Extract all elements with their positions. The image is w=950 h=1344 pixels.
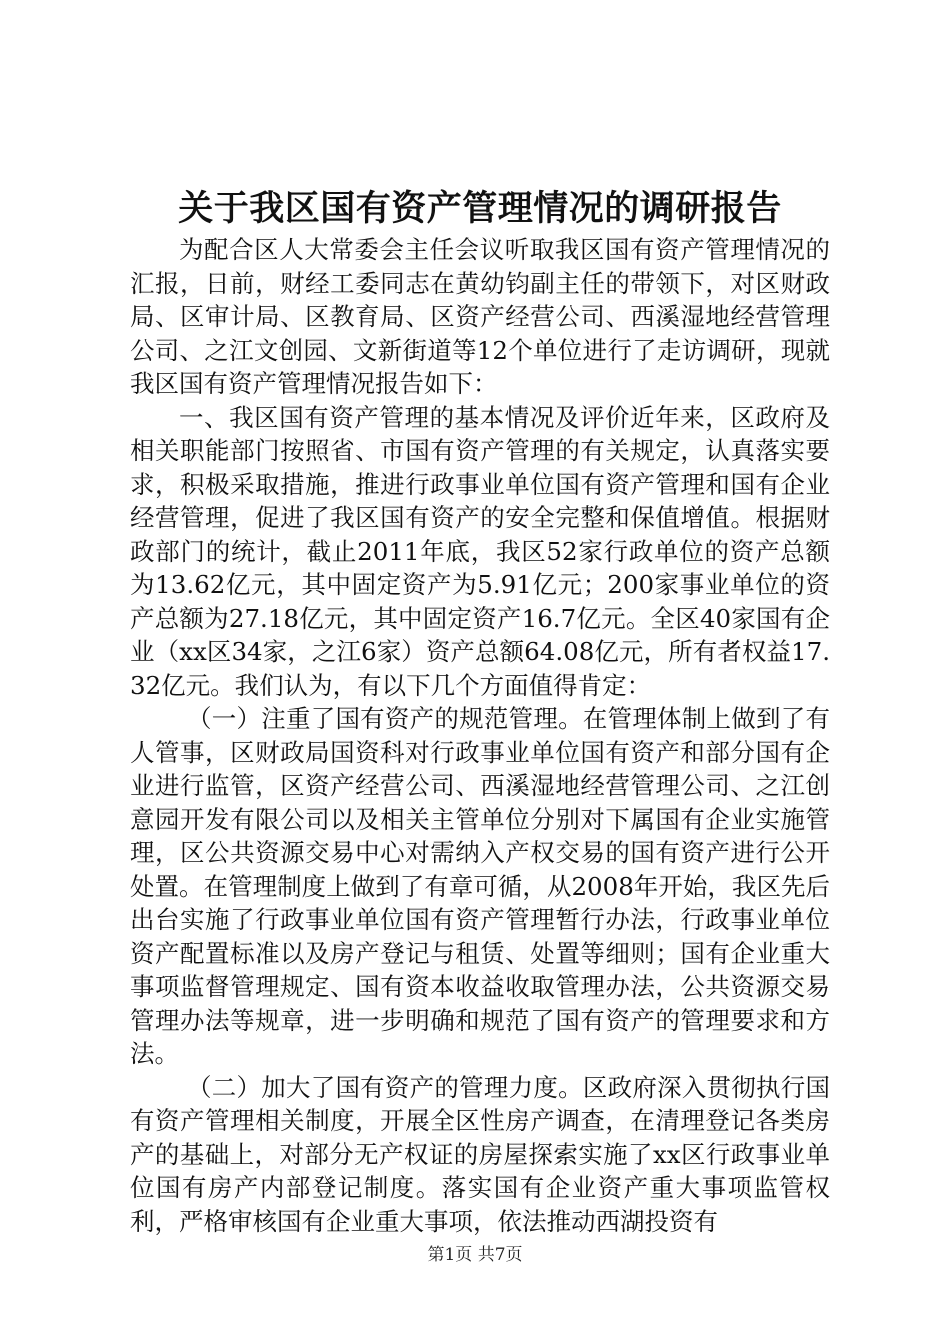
body-paragraph: （二）加大了国有资产的管理力度。区政府深入贯彻执行国有资产管理相关制度，开展全区性房产调查，在清理登记各类房产的基础上，对部分无产权证的房屋探索实施了xx区行政事业单位国有房产内部登记制度。落实国有企业资产重大事项监管权利，严格审核国有企业重大事项，依法推动西湖投资有 <box>130 1072 830 1236</box>
body-paragraph: （一）注重了国有资产的规范管理。在管理体制上做到了有人管事，区财政局国资科对行政事业单位国有资产和部分国有企业进行监管，区资产经营公司、西溪湿地经营管理公司、之江创意园开发有限公司以及相关主管单位分别对下属国有企业实施管理，区公共资源交易中心对需纳入产权交易的国有资产进行公开处置。在管理制度上做到了有章可循，从2008年开始，我区先后出台实施了行政事业单位国有资产管理暂行办法，行政事业单位资产配置标准以及房产登记与租赁、处置等细则；国有企业重大事项监督管理规定、国有资本收益收取管理办法，公共资源交易管理办法等规章，进一步明确和规范了国有资产的管理要求和方法。 <box>130 704 830 1068</box>
page-number-footer: 第1页 共7页 <box>427 1245 523 1265</box>
document-title: 关于我区国有资产管理情况的调研报告 <box>178 188 782 229</box>
document-body <box>130 233 830 1238</box>
body-paragraph: 为配合区人大常委会主任会议听取我区国有资产管理情况的汇报，日前，财经工委同志在黄幼钧副主任的带领下，对区财政局、区审计局、区教育局、区资产经营公司、西溪湿地经营管理公司、之江文创园、文新街道等12个单位进行了走访调研，现就我区国有资产管理情况报告如下： <box>130 235 830 398</box>
body-paragraph: 一、我区国有资产管理的基本情况及评价近年来，区政府及相关职能部门按照省、市国有资产管理的有关规定，认真落实要求，积极采取措施，推进行政事业单位国有资产管理和国有企业经营管理，促进了我区国有资产的安全完整和保值增值。根据财政部门的统计，截止2011年底，我区52家行政单位的资产总额为13.62亿元，其中固定资产为5.91亿元；200家事业单位的资产总额为27.18亿元，其中固定资产16.7亿元。全区40家国有企业（xx区34家，之江6家）资产总额64.08亿元，所有者权益17.32亿元。我们认为，有以下几个方面值得肯定： <box>130 402 830 700</box>
